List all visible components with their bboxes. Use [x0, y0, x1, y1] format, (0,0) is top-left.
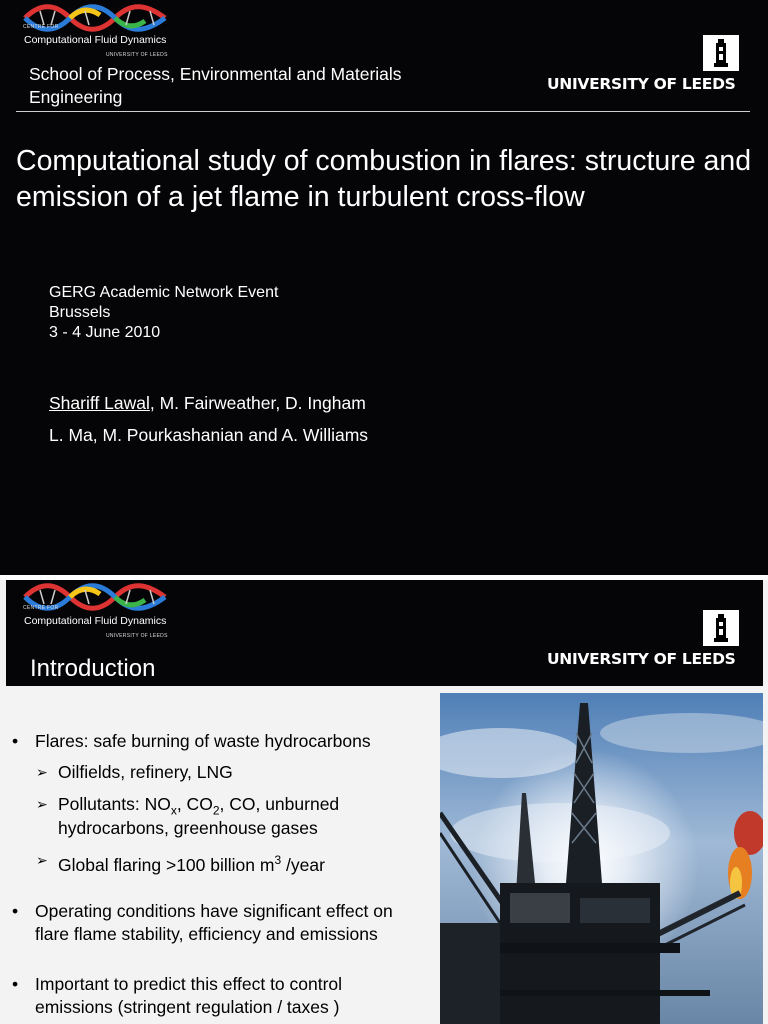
presentation-title: Computational study of combustion in flares: structure and emission of a jet flame in turbulent cross-flow [16, 145, 752, 213]
lead-author: Shariff Lawal [49, 393, 150, 413]
sub-bullet-pollutants: ➢ Pollutants: $NO_x$, $CO_2$, CO, unburned hydrocarbons, greenhouse gases [36, 794, 340, 838]
bullet-flares: • Flares: safe burning of waste hydrocarbons [12, 731, 371, 751]
offshore-flare-photo [440, 693, 763, 1024]
cfd-university-label: UNIVERSITY OF LEEDS [106, 52, 168, 58]
authors-line-1 [49, 393, 366, 414]
cfd-name-label: Computational Fluid Dynamics [24, 615, 167, 627]
cfd-centre-label: CENTRE FOR [23, 605, 59, 611]
event-name: GERG Academic Network Event [49, 284, 279, 301]
sub-bullet-arrow-icon: ➢ [36, 796, 48, 812]
cfd-centre-label: CENTRE FOR [23, 24, 59, 30]
co-authors: , M. Fairweather, D. Ingham [149, 393, 366, 413]
leeds-logo [547, 610, 742, 670]
leeds-wordmark: UNIVERSITY OF LEEDS [547, 75, 736, 93]
cfd-logo [20, 582, 170, 639]
event-location: Brussels [49, 304, 111, 321]
introduction-slide [0, 580, 768, 1024]
header-divider [16, 111, 750, 112]
sub-bullet-global-flaring: ➢ Global flaring >100 billion $m^3$ /year [36, 849, 436, 873]
slide-header [6, 580, 763, 686]
cfd-logo [20, 3, 170, 58]
sub-bullet-arrow-icon: ➢ [36, 852, 48, 868]
bullet-glyph: • [12, 974, 19, 994]
leeds-crest-icon [703, 35, 739, 71]
cfd-university-label: UNIVERSITY OF LEEDS [106, 633, 168, 639]
bullet-glyph: • [12, 731, 19, 751]
leeds-logo [547, 35, 742, 95]
bullet-predict-effect: • Important to predict this effect to control emissions (stringent regulation / taxes ) [12, 974, 343, 1017]
leeds-crest-icon [703, 610, 739, 646]
bullet-operating-conditions: • Operating conditions have significant effect on flare flame stability, efficiency and emissions [12, 901, 393, 944]
leeds-wordmark: UNIVERSITY OF LEEDS [547, 650, 736, 668]
slide-heading: Introduction [30, 655, 156, 682]
bullet-glyph: • [12, 901, 19, 921]
authors-line-2: L. Ma, M. Pourkashanian and A. Williams [49, 425, 369, 445]
school-name: School of Process, Environmental and Materials Engineering [29, 64, 402, 107]
sub-bullet-arrow-icon: ➢ [36, 764, 48, 780]
sub-bullet-oilfields: ➢ Oilfields, refinery, LNG [36, 762, 233, 782]
cfd-name-label: Computational Fluid Dynamics [24, 34, 167, 46]
event-details [49, 283, 278, 343]
event-date: 3 - 4 June 2010 [49, 324, 161, 341]
